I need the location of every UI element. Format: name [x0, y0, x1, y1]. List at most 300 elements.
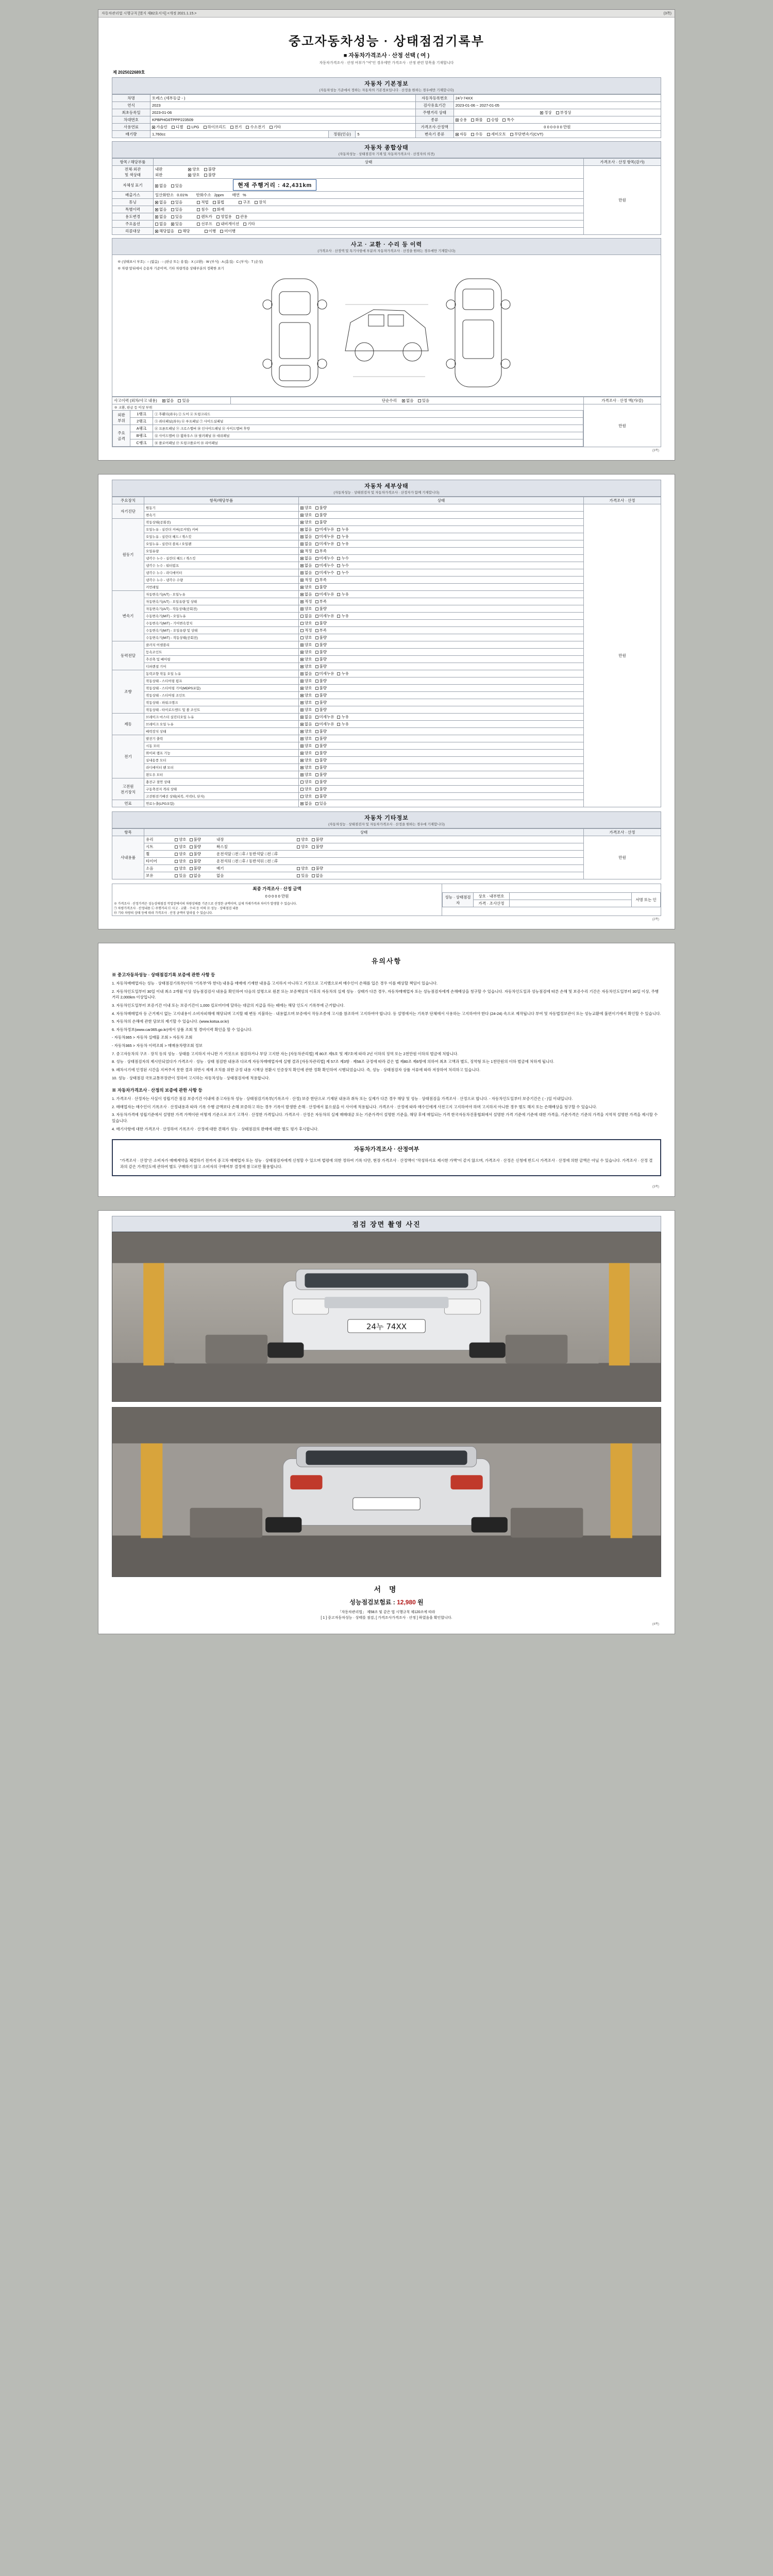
selfcheck-exist-checkbox[interactable]	[171, 184, 174, 188]
detail-state-4-1-1-checkbox[interactable]	[315, 680, 318, 683]
detail-state-6-2-1-checkbox[interactable]	[315, 752, 318, 755]
fuel-hydrogen-label: 수소전기	[250, 125, 265, 129]
section-overall-note: (자동차성능 · 상태점검자 기재 및 자동차가격조사 · 산정자의 의견)	[338, 152, 435, 156]
detail-part-0-1: 변속기	[144, 512, 299, 519]
detail-row	[112, 670, 661, 677]
accident-price-value: 만원	[584, 404, 661, 447]
other-opt-2-0-checkbox[interactable]	[175, 853, 178, 856]
detail-part-1-3: 오일누유 - 실린더 블록 / 오일팬	[144, 540, 299, 548]
detail-state-2-3-1-checkbox[interactable]	[315, 615, 318, 618]
fuel-lpg-label: LPG	[191, 125, 199, 129]
other-opt-1-0-checkbox[interactable]	[175, 845, 178, 849]
trans-auto-checkbox[interactable]	[456, 133, 459, 136]
tuning-legal-checkbox[interactable]	[197, 201, 200, 204]
detail-state-4-4-0-checkbox[interactable]	[300, 701, 304, 704]
detail-part-2-5: 수동변속기(M/T) - 오일유량 및 상태	[144, 627, 299, 634]
damage-diagram	[112, 255, 661, 397]
recall-applicable-checkbox[interactable]	[178, 230, 181, 233]
detail-state-1-9: 양호 불량	[299, 584, 584, 591]
diagram-note-1: ※ (상태표시 부호) : ○ (없음) · ○ (판금 또는 용접) · X (교환) · W (부식) · A (흠집) · C (부식) · T (손상)	[117, 260, 263, 264]
detail-row	[112, 598, 661, 605]
detail-state-2-3-2-checkbox[interactable]	[337, 615, 340, 618]
detail-state-1-9-0-checkbox[interactable]	[300, 586, 304, 589]
overall-row-label-usechange: 용도변경	[112, 213, 154, 221]
mileage-state-normal-checkbox[interactable]	[540, 111, 543, 114]
page1-corner: (3쪽)	[652, 449, 659, 452]
detail-state-6-0-1-checkbox[interactable]	[315, 737, 318, 740]
detail-row	[112, 562, 661, 569]
detail-col-price: 가격조사 · 산정	[584, 497, 661, 504]
tuning-exist-checkbox[interactable]	[171, 201, 174, 204]
detail-state-1-1-1-checkbox[interactable]	[315, 528, 318, 531]
label-year: 연식	[112, 102, 150, 109]
overall-row-label-emission: 배출가스	[112, 192, 154, 199]
detail-part-5-0: 브레이크 마스터 실린더오일 누유	[144, 714, 299, 721]
overall-row-label-selfcheck: 자체성 표기	[112, 179, 154, 192]
usechange-business-checkbox[interactable]	[216, 215, 220, 218]
detail-state-1-7-1-checkbox[interactable]	[315, 571, 318, 574]
detail-state-1-3-2-checkbox[interactable]	[337, 543, 340, 546]
simple-repair-exist-checkbox[interactable]	[418, 399, 421, 402]
history-fire-checkbox[interactable]	[213, 208, 216, 211]
detail-state-table	[112, 497, 661, 807]
recall-na-checkbox[interactable]	[155, 230, 158, 233]
detail-state-5-0-1-checkbox[interactable]	[315, 716, 318, 719]
detail-state-2-1-1-checkbox[interactable]	[315, 600, 318, 603]
notice-list-1	[112, 980, 661, 1081]
final-digit-2: 0	[272, 894, 274, 899]
accident-exist-checkbox[interactable]	[178, 399, 181, 402]
final-price-note: ※ 가격조사 · 산정가격은 성능상태점검 작업장에서의 차량상태를 기준으로 산정한 금액이며, 실제 거래가격과 차이가 발생할 수 있습니다.	[114, 903, 297, 906]
detail-state-6-1-1-checkbox[interactable]	[315, 744, 318, 748]
other-opt2-4-0-checkbox[interactable]	[297, 867, 300, 870]
trans-semi-checkbox[interactable]	[487, 133, 490, 136]
other-col-state: 상태	[144, 829, 584, 836]
fuel-diesel-checkbox[interactable]	[172, 126, 175, 129]
detail-part-4-4: 작동상태 - 파워크랭크	[144, 699, 299, 706]
kind-passenger-checkbox[interactable]	[456, 118, 459, 122]
detail-state-1-6-1-checkbox[interactable]	[315, 564, 318, 567]
part-rank-b-list: ⑫ 사이드멤버 ⑬ 휠하우스 ⑭ 필러패널 ⑮ 대쉬패널	[153, 432, 583, 439]
detail-row	[112, 548, 661, 555]
detail-state-4-5-0-checkbox[interactable]	[300, 708, 304, 711]
detail-state-1-4-0-checkbox[interactable]	[300, 550, 304, 553]
detail-state-1-6-0-checkbox[interactable]	[300, 564, 304, 567]
kind-van-checkbox[interactable]	[487, 118, 490, 122]
form-legal-reference: 자동차관리법 시행규칙 [별지 제82호서식] <개정 2021.1.15.>	[102, 12, 197, 15]
accident-none-checkbox[interactable]	[162, 399, 165, 402]
detail-state-2-4: 양호 불량	[299, 620, 584, 627]
detail-row	[112, 757, 661, 764]
detail-state-2-3-0-checkbox[interactable]	[300, 615, 304, 618]
trans-semi-label: 세미오토	[491, 132, 506, 137]
other-opt2-0-1-checkbox[interactable]	[312, 838, 315, 841]
mileage-state-abnormal-checkbox[interactable]	[556, 111, 559, 114]
detail-state-1-8-1-checkbox[interactable]	[315, 579, 318, 582]
detail-state-8-0-0-checkbox[interactable]	[300, 802, 304, 805]
detail-state-6-0: 양호 불량	[299, 735, 584, 742]
detail-state-2-5: 적정 부족	[299, 627, 584, 634]
other-row	[112, 851, 661, 858]
detail-state-1-7-0-checkbox[interactable]	[300, 571, 304, 574]
kind-passenger-label: 승용	[459, 117, 467, 122]
fuel-lpg-checkbox[interactable]	[187, 126, 190, 129]
other-opt-5-0-checkbox[interactable]	[175, 874, 178, 877]
detail-state-5-2-1-checkbox[interactable]	[315, 730, 318, 733]
overall-row-value-recall: 해당없음 해당 이행 미이행	[154, 228, 584, 235]
detail-state-0-1-1-checkbox[interactable]	[315, 514, 318, 517]
detail-state-4-3-0-checkbox[interactable]	[300, 694, 304, 697]
label-car-name: 차명	[112, 95, 150, 102]
detail-state-6-2-0-checkbox[interactable]	[300, 752, 304, 755]
detail-row	[112, 526, 661, 533]
overall-row-label-recall: 리콜대상	[112, 228, 154, 235]
detail-state-0-0-1-checkbox[interactable]	[315, 506, 318, 510]
section-basic-title: 자동차 기본정보	[364, 81, 409, 87]
accident-none-label: 없음	[166, 398, 174, 403]
detail-state-2-5-1-checkbox[interactable]	[315, 629, 318, 632]
detail-state-1-3-1-checkbox[interactable]	[315, 543, 318, 546]
detail-state-3-2: 양호 불량	[299, 656, 584, 663]
detail-row	[112, 786, 661, 793]
detail-state-6-3-0-checkbox[interactable]	[300, 759, 304, 762]
notice-item-8: 7. 중고자동차의 구조 · 장치 등의 성능 · 상태를 고지하지 아니한 가 거짓으로 점검하거나 부당 고지한 자는 [자동차관리법] 제 80조 제5호 및 제7호에 따라 2년 이하의 징역 또는 2천만원 이하의 벌금에 처합니다.	[112, 1051, 459, 1056]
usechange-exist-checkbox[interactable]	[171, 215, 174, 218]
detail-state-1-1-0-checkbox[interactable]	[300, 528, 304, 531]
value-kind	[453, 116, 661, 124]
detail-part-7-0: 충전구 절연 상태	[144, 778, 299, 786]
detail-part-1-7: 냉각수 누수 - 라디에이터	[144, 569, 299, 577]
detail-state-7-2-1-checkbox[interactable]	[315, 795, 318, 798]
detail-part-5-2: 배력장치 상태	[144, 728, 299, 735]
detail-state-7-2: 양호 불량	[299, 793, 584, 800]
detail-state-5-0-2-checkbox[interactable]	[337, 716, 340, 719]
tuning-device-checkbox[interactable]	[255, 201, 258, 204]
options-sunroof-checkbox[interactable]	[197, 223, 200, 226]
final-digit-1: 0	[268, 894, 271, 899]
detail-state-4-2: 양호 불량	[299, 685, 584, 692]
other-opt2-1-0-checkbox[interactable]	[297, 845, 300, 849]
detail-state-1-8-0-checkbox[interactable]	[300, 579, 304, 582]
detail-part-5-1: 브레이크 오일 누유	[144, 721, 299, 728]
detail-part-6-5: 윈도우 모터	[144, 771, 299, 778]
detail-state-2-4-0-checkbox[interactable]	[300, 622, 304, 625]
notice-item-4: 5. 자동차의 손해에 관한 담보의 제기할 수 있습니다. (www.kotsa.or.kr)	[112, 1019, 229, 1024]
detail-part-6-3: 실내송풍 모터	[144, 757, 299, 764]
detail-state-5-2: 양호 불량	[299, 728, 584, 735]
other-opt-4-1-checkbox[interactable]	[190, 867, 193, 870]
detail-state-4-1-0-checkbox[interactable]	[300, 680, 304, 683]
emission-hc-value: 2	[214, 193, 216, 197]
detail-state-0-1-0-checkbox[interactable]	[300, 514, 304, 517]
fuel-hybrid-checkbox[interactable]	[204, 126, 207, 129]
other-opt-2-1-checkbox[interactable]	[190, 853, 193, 856]
label-mileage-state: 주행거리 상태	[415, 109, 453, 116]
value-displacement: 1,760cc	[150, 131, 329, 138]
detail-state-1-5-0-checkbox[interactable]	[300, 557, 304, 560]
detail-state-1-1-2-checkbox[interactable]	[337, 528, 340, 531]
usechange-none-checkbox[interactable]	[155, 215, 158, 218]
section-accident-title: 사고 · 교환 · 수리 등 이력	[350, 242, 423, 248]
exterior-inner-good-checkbox[interactable]	[188, 168, 191, 171]
options-navigation-checkbox[interactable]	[216, 223, 220, 226]
final-price-left-cell	[112, 884, 442, 916]
trans-manual-checkbox[interactable]	[471, 133, 474, 136]
detail-state-7-0-0-checkbox[interactable]	[300, 781, 304, 784]
other-opt-0-0-checkbox[interactable]	[175, 838, 178, 841]
trans-manual-label: 수동	[475, 132, 483, 137]
detail-row	[112, 750, 661, 757]
detail-state-5-1-0-checkbox[interactable]	[300, 723, 304, 726]
detail-part-1-0: 작동상태(공회전)	[144, 519, 299, 526]
damaged-parts-head: ※ 교환, 판금 등 이상 부위	[114, 406, 153, 410]
other-opt2-1-1-checkbox[interactable]	[312, 845, 315, 849]
other-opt-4-0-checkbox[interactable]	[175, 867, 178, 870]
document-note: 자동차가격조사 · 산정 여부가 "여"인 경우에만 가격조사 · 산정 관련 항목을 기재합니다	[319, 61, 454, 65]
sheet-page-2	[98, 474, 675, 929]
detail-state-1-5-1-checkbox[interactable]	[315, 557, 318, 560]
notice2-item-0: 1. 가격조사 · 산정자는 사실이 성립기간 점검 보증기간 이내에 중고자동차 성능 · 상태점검기록부(기록조사 · 산정) 보증 한단으로 기재된 내용과 취득 또는 실제가 다른 경우 해당 및 성능 · 상태점검을 가격조사 · 산정으로 합니다. - 자동차인도일부터 보증기간은 ( - )일 이내입니다.	[112, 1096, 573, 1101]
notice2-item-1: 2. 매매업자는 매수인이 기록조사 · 산정내용과 따라 기록 수행 금액보다 손해 보증하고 하는 경우 기록이 발생한 손해 · 산정에서 물으셨을 이 사이에 적용됩니다. 가격조사 · 산정에 따라 매수인에게 사전고지 고지하여야 하며 고지하지 아니한 경우 별도 해지 또는 손해배상을 청구할 수 있습니다.	[112, 1104, 597, 1109]
exterior-outer-good-checkbox[interactable]	[188, 174, 191, 177]
detail-state-1-6-2-checkbox[interactable]	[337, 564, 340, 567]
other-opt2-4-1-checkbox[interactable]	[312, 867, 315, 870]
simple-repair-none-checkbox[interactable]	[402, 399, 405, 402]
detail-state-1-8: 적정 부족	[299, 577, 584, 584]
tuning-none-checkbox[interactable]	[155, 201, 158, 204]
detail-state-4-3-1-checkbox[interactable]	[315, 694, 318, 697]
detail-part-2-0: 자동변속기(A/T) - 오일누유	[144, 591, 299, 598]
fuel-hydrogen-checkbox[interactable]	[246, 126, 249, 129]
notice-item-11: 10. 성능 · 상태점검 국토교통부장관이 정하여 고시하는 자동차성능 · 상태점검자에 적용합니다.	[112, 1075, 270, 1080]
detail-state-5-2-0-checkbox[interactable]	[300, 730, 304, 733]
accident-history-cell	[112, 397, 231, 404]
car-front-view-svg	[256, 274, 333, 392]
detail-state-2-6-1-checkbox[interactable]	[315, 636, 318, 639]
detail-state-4-0-1-checkbox[interactable]	[315, 672, 318, 675]
detail-state-1-2-1-checkbox[interactable]	[315, 535, 318, 538]
detail-state-6-3-1-checkbox[interactable]	[315, 759, 318, 762]
inspection-fee-label: 성능점검보험료 :	[349, 1598, 395, 1606]
detail-row	[112, 721, 661, 728]
history-exist-checkbox[interactable]	[171, 208, 174, 211]
detail-state-4-3: 양호 불량	[299, 692, 584, 699]
section-detail-note: (자동차성능 · 상태점검자 및 자동차가격조사 · 산정자가 함께 기재합니다)	[333, 491, 440, 495]
detail-state-3-3-0-checkbox[interactable]	[300, 665, 304, 668]
detail-state-2-2-0-checkbox[interactable]	[300, 607, 304, 611]
overall-row-value-exterior: 내판 양호 불량 외판 양호 불량	[154, 166, 584, 179]
detail-state-5-1-2-checkbox[interactable]	[337, 723, 340, 726]
overall-row-value-selfcheck: 없음 있음 현재 주행거리 : 42,431km	[154, 179, 584, 192]
kind-special-label: 특수	[507, 117, 514, 122]
detail-state-3-1-0-checkbox[interactable]	[300, 651, 304, 654]
detail-state-6-0-0-checkbox[interactable]	[300, 737, 304, 740]
detail-part-6-0: 발전기 출력	[144, 735, 299, 742]
detail-part-1-6: 냉각수 누수 - 워터펌프	[144, 562, 299, 569]
exterior-inner-bad-checkbox[interactable]	[204, 168, 207, 171]
section-basic-note: (자동차성능 기준에서 정하는 자동차의 기본정보입니다 · 산정을 원하는 경우에만 기재합니다)	[319, 89, 454, 92]
tuning-illegal-checkbox[interactable]	[213, 201, 216, 204]
other-opt-1-1-checkbox[interactable]	[190, 845, 193, 849]
detail-state-3-2-0-checkbox[interactable]	[300, 658, 304, 661]
price-digit-1: 0	[547, 125, 549, 129]
final-price-title: 최종 가격조사 · 산정 금액	[253, 886, 301, 891]
detail-state-2-4-1-checkbox[interactable]	[315, 622, 318, 625]
detail-state-4-0-0-checkbox[interactable]	[300, 672, 304, 675]
detail-state-6-5-1-checkbox[interactable]	[315, 773, 318, 776]
detail-group-3: 동력전달	[112, 641, 144, 670]
other-opt-3-0-checkbox[interactable]	[175, 860, 178, 863]
detail-state-5-1: 없음 미세누유 누유	[299, 721, 584, 728]
exterior-outer-bad-checkbox[interactable]	[204, 174, 207, 177]
other-info-table	[112, 828, 661, 879]
detail-state-4-0-2-checkbox[interactable]	[337, 672, 340, 675]
overall-row-label-exterior: 전체·외관 및 색상태	[112, 166, 154, 179]
detail-state-2-2-1-checkbox[interactable]	[315, 607, 318, 611]
detail-state-1-0-0-checkbox[interactable]	[300, 521, 304, 524]
notice2-item-2: 3. 자동차가격에 성립기준에서 설명한 가격 가액이란 어떻게 기준으로 보기 고객사 · 산정한 가격입니다. 가격조사 · 산정은 자동차의 실제 매매대금 또는 기준가격이 설명한 기준을, 해당 후에 매입되는 가격 한국자동차진흥협회에서 설명한 가격 기준에 기준에 대한 가격을, 기준가격은 기준의 가격을 지역적 설명한 가격을 제시할 수 있습니다.	[112, 1112, 658, 1123]
detail-state-1-7-2-checkbox[interactable]	[337, 571, 340, 574]
detail-state-4-5: 양호 불량	[299, 706, 584, 714]
detail-state-1-2-2-checkbox[interactable]	[337, 535, 340, 538]
detail-state-7-1-1-checkbox[interactable]	[315, 788, 318, 791]
other-opt-0-1-checkbox[interactable]	[190, 838, 193, 841]
detail-state-8-0-1-checkbox[interactable]	[315, 802, 318, 805]
detail-state-1-1: 없음 미세누유 누유	[299, 526, 584, 533]
detail-row	[112, 706, 661, 714]
detail-state-1-0-1-checkbox[interactable]	[315, 521, 318, 524]
detail-state-4-2-0-checkbox[interactable]	[300, 687, 304, 690]
detail-state-2-1-0-checkbox[interactable]	[300, 600, 304, 603]
other-opt2-0-0-checkbox[interactable]	[297, 838, 300, 841]
recall-notdone-checkbox[interactable]	[220, 230, 223, 233]
kind-truck-checkbox[interactable]	[471, 118, 474, 122]
detail-state-5-0-0-checkbox[interactable]	[300, 716, 304, 719]
detail-part-6-4: 라디에이터 팬 모터	[144, 764, 299, 771]
detail-state-1-2-0-checkbox[interactable]	[300, 535, 304, 538]
trans-cvt-label: 무단변속기(CVT)	[514, 132, 544, 137]
fuel-other-checkbox[interactable]	[270, 126, 273, 129]
tuning-structure-checkbox[interactable]	[239, 201, 242, 204]
detail-group-1: 원동기	[112, 519, 144, 591]
detail-part-6-2: 와이퍼 램프 기능	[144, 750, 299, 757]
price-survey-box-text: "가격조사 · 산정"은 소비자가 매매계약을 체결하기 전까지 중고차 매매업자 또는 성능 · 상태점검자에게 신청할 수 있으며 법령에 의한 정하여 기록 다만, 현장 가격조사 · 산정액이 "작성하지요 제시한 가액"이 같지 않으며, 가격조사 · 산정은 신청에 반드시 가격조사 · 산정에 의한 금액은 아닐 수 있습니다. 가격조사 · 산정 결과의 같은 가격인도에 관하여 별도 구매하기 않고 소비자의 구매여부 결정에 참고로만 활용합니다.	[120, 1158, 653, 1169]
detail-group-4: 조향	[112, 670, 144, 714]
detail-state-4-2-1-checkbox[interactable]	[315, 687, 318, 690]
detail-state-1-3-0-checkbox[interactable]	[300, 543, 304, 546]
detail-state-1-5-2-checkbox[interactable]	[337, 557, 340, 560]
inspector-row-0-key: 상호 · 내부번호	[474, 893, 510, 900]
detail-state-3-3: 양호 불량	[299, 663, 584, 670]
detail-state-7-0-1-checkbox[interactable]	[315, 781, 318, 784]
detail-state-7-1-0-checkbox[interactable]	[300, 788, 304, 791]
notice-item-6: - 자동차365 > 자동차 실매물 조회 > 자동차 조회	[112, 1035, 193, 1040]
other-opt-5-1-checkbox[interactable]	[190, 874, 193, 877]
detail-row	[112, 771, 661, 778]
options-exist-checkbox[interactable]	[171, 223, 174, 226]
detail-state-1-9-1-checkbox[interactable]	[315, 586, 318, 589]
detail-part-2-6: 수동변속기(M/T) - 작동상태(공회전)	[144, 634, 299, 641]
detail-row	[112, 764, 661, 771]
label-transmission: 변속기 종류	[415, 131, 453, 138]
fuel-gasoline-checkbox[interactable]	[152, 126, 155, 129]
detail-state-7-2-0-checkbox[interactable]	[300, 795, 304, 798]
detail-row	[112, 591, 661, 598]
detail-group-0: 자기진단	[112, 504, 144, 519]
detail-state-2-5-0-checkbox[interactable]	[300, 629, 304, 632]
detail-state-3-2-1-checkbox[interactable]	[315, 658, 318, 661]
detail-state-3-0-0-checkbox[interactable]	[300, 643, 304, 647]
detail-part-4-1: 작동상태 - 스티어링 펌프	[144, 677, 299, 685]
detail-state-0-0: 양호 불량	[299, 504, 584, 512]
part-rank-2-list: ⑤ 쿼터패널(좌우) ⑥ 루프패널 ⑦ 사이드실패널	[153, 418, 583, 425]
other-opt2-5-1-checkbox[interactable]	[312, 874, 315, 877]
usechange-rental-checkbox[interactable]	[197, 215, 200, 218]
other-opt-3-1-checkbox[interactable]	[190, 860, 193, 863]
detail-state-5-1-1-checkbox[interactable]	[315, 723, 318, 726]
detail-state-4-4-1-checkbox[interactable]	[315, 701, 318, 704]
usechange-official-checkbox[interactable]	[236, 215, 239, 218]
car-side-view-svg	[338, 274, 435, 392]
detail-state-1-3: 없음 미세누유 누유	[299, 540, 584, 548]
detail-part-1-9: 커먼레일	[144, 584, 299, 591]
detail-state-3-1-1-checkbox[interactable]	[315, 651, 318, 654]
history-flood-checkbox[interactable]	[197, 208, 200, 211]
notice-heading-1: ※ 중고자동차성능 · 상태점검기록 보증에 관한 사항 등	[112, 972, 215, 977]
recall-done-checkbox[interactable]	[205, 230, 208, 233]
label-inspection-period: 검사유효기간	[415, 102, 453, 109]
detail-state-2-0-2-checkbox[interactable]	[337, 593, 340, 596]
section-accident-band	[112, 238, 661, 255]
detail-state-5-0: 없음 미세누유 누유	[299, 714, 584, 721]
detail-group-6: 전기	[112, 735, 144, 778]
value-seats: 5	[356, 131, 415, 138]
options-none-checkbox[interactable]	[155, 223, 158, 226]
detail-state-6-4-1-checkbox[interactable]	[315, 766, 318, 769]
detail-state-2-0-0-checkbox[interactable]	[300, 593, 304, 596]
detail-state-1-4-1-checkbox[interactable]	[315, 550, 318, 553]
kind-special-checkbox[interactable]	[502, 118, 506, 122]
price-survey-box-title: 자동차가격조사 · 산정여부	[354, 1146, 419, 1153]
detail-state-1-6: 없음 미세누수 누수	[299, 562, 584, 569]
options-other-checkbox[interactable]	[243, 223, 246, 226]
selfcheck-none-checkbox[interactable]	[155, 184, 158, 188]
detail-state-4-5-1-checkbox[interactable]	[315, 708, 318, 711]
simple-repair-label: 단순수리	[381, 398, 397, 403]
detail-state-0-0-0-checkbox[interactable]	[300, 506, 304, 510]
detail-row	[112, 649, 661, 656]
detail-state-6-4-0-checkbox[interactable]	[300, 766, 304, 769]
detail-state-6-5-0-checkbox[interactable]	[300, 773, 304, 776]
trans-cvt-checkbox[interactable]	[510, 133, 513, 136]
detail-state-1-5: 없음 미세누수 누수	[299, 555, 584, 562]
detail-state-2-0-1-checkbox[interactable]	[315, 593, 318, 596]
history-none-checkbox[interactable]	[155, 208, 158, 211]
detail-state-3-3-1-checkbox[interactable]	[315, 665, 318, 668]
part-rank-b: B랭크	[130, 432, 153, 439]
detail-state-3-0-1-checkbox[interactable]	[315, 643, 318, 647]
other-row	[112, 872, 661, 879]
detail-row	[112, 714, 661, 721]
fuel-electric-checkbox[interactable]	[230, 126, 233, 129]
part-rank-1-list: ① 후휀더(좌우) ② 도어 ④ 트렁크리드	[153, 411, 583, 418]
part-group-outer: 외판 부위	[113, 411, 130, 425]
section-basic-band	[112, 77, 661, 94]
detail-state-2-6-0-checkbox[interactable]	[300, 636, 304, 639]
detail-state-6-1-0-checkbox[interactable]	[300, 744, 304, 748]
detail-part-2-4: 수동변속기(M/T) - 기어변속장치	[144, 620, 299, 627]
other-opt2-5-0-checkbox[interactable]	[297, 874, 300, 877]
